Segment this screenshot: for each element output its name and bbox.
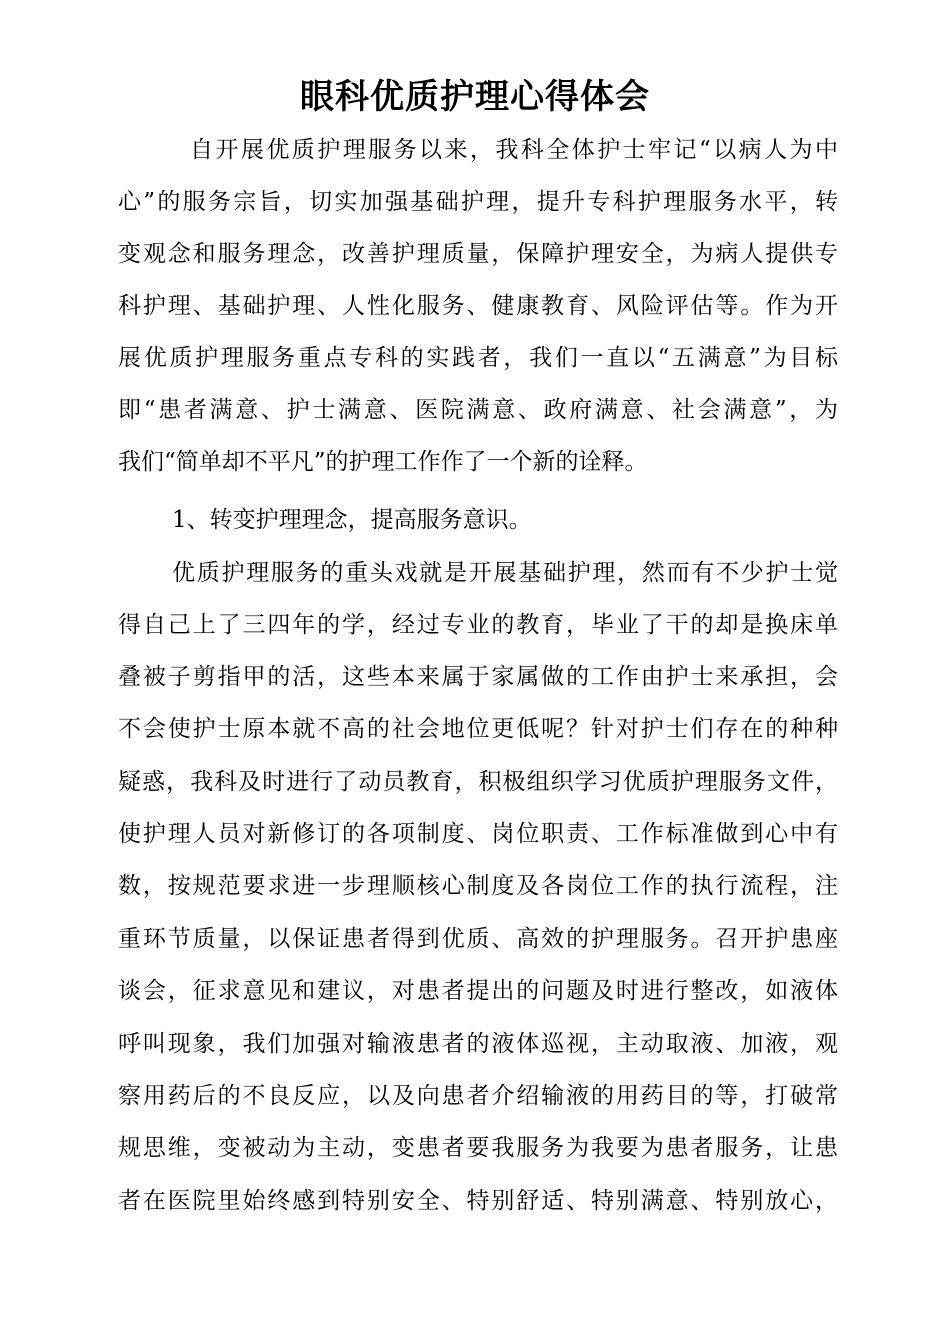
text-line: 数，按规范要求进一步理顺核心制度及各岗位工作的执行流程，注 xyxy=(118,873,838,899)
text-line: 察用药后的不良反应，以及向患者介绍输液的用药目的等，打破常 xyxy=(118,1083,838,1109)
text-line: 我们“简单却不平凡”的护理工作作了一个新的诠释。 xyxy=(118,449,648,475)
document-title: 眼科优质护理心得体会 xyxy=(300,77,650,117)
section-heading: 1、转变护理理念，提高服务意识。 xyxy=(172,507,532,533)
text-line: 心”的服务宗旨，切实加强基础护理，提升专科护理服务水平，转 xyxy=(118,189,838,215)
text-line: 得自己上了三四年的学，经过专业的教育，毕业了干的却是换床单 xyxy=(118,612,838,638)
text-line: 者在医院里始终感到特别安全、特别舒适、特别满意、特别放心， xyxy=(118,1188,838,1214)
text-line: 叠被子剪指甲的活，这些本来属于家属做的工作由护士来承担，会 xyxy=(118,664,838,690)
text-line: 优质护理服务的重头戏就是开展基础护理，然而有不少护士觉 xyxy=(172,560,838,586)
text-line: 呼叫现象，我们加强对输液患者的液体巡视，主动取液、加液，观 xyxy=(118,1031,838,1057)
text-line: 重环节质量，以保证患者得到优质、高效的护理服务。召开护患座 xyxy=(118,926,838,952)
text-line: 即“患者满意、护士满意、医院满意、政府满意、社会满意”，为 xyxy=(118,397,838,423)
text-line: 不会使护士原本就不高的社会地位更低呢？针对护士们存在的种种 xyxy=(118,716,838,742)
text-line: 规思维，变被动为主动，变患者要我服务为我要为患者服务，让患 xyxy=(118,1135,838,1161)
text-line: 使护理人员对新修订的各项制度、岗位职责、工作标准做到心中有 xyxy=(118,821,838,847)
text-line: 谈会，征求意见和建议，对患者提出的问题及时进行整改，如液体 xyxy=(118,978,838,1004)
text-line: 疑惑，我科及时进行了动员教育，积极组织学习优质护理服务文件， xyxy=(118,769,838,795)
text-line: 变观念和服务理念，改善护理质量，保障护理安全，为病人提供专 xyxy=(118,241,838,267)
text-line: 科护理、基础护理、人性化服务、健康教育、风险评估等。作为开 xyxy=(118,293,838,319)
text-line: 自开展优质护理服务以来，我科全体护士牢记“以病人为中 xyxy=(190,137,838,163)
text-line: 展优质护理服务重点专科的实践者，我们一直以“五满意”为目标 xyxy=(118,345,838,371)
